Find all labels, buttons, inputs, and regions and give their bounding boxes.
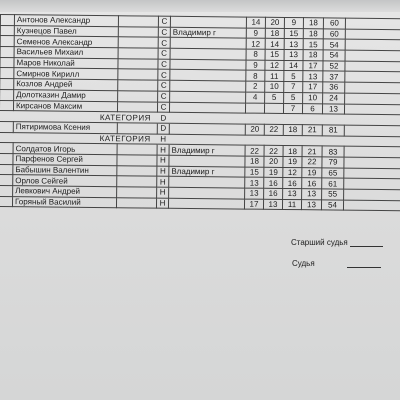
score-4-cell: 19	[302, 167, 322, 178]
score-1-cell: 18	[245, 156, 264, 167]
empty-cell	[344, 104, 400, 115]
score-4-cell: 15	[303, 39, 323, 50]
row-number-cell	[0, 185, 13, 196]
athlete-name-cell: Бабышин Валентин	[13, 164, 117, 176]
score-4-cell: 21	[302, 146, 322, 157]
row-number-cell	[0, 175, 13, 186]
city-cell	[169, 123, 245, 134]
city-cell	[170, 70, 246, 81]
score-3-cell: 7	[283, 103, 302, 114]
city-cell: Владимир г	[169, 145, 245, 156]
score-2-cell: 18	[265, 28, 284, 39]
score-2-cell: 16	[264, 178, 283, 189]
total-cell: 54	[321, 200, 343, 211]
athlete-name-cell: Горяный Василий	[12, 196, 116, 208]
athlete-name-cell: Орлов Сейгей	[13, 175, 117, 187]
score-3-cell: 11	[282, 199, 301, 210]
score-3-cell: 12	[283, 167, 302, 178]
score-4-cell: 22	[302, 157, 322, 168]
city-cell	[170, 80, 246, 91]
empty-cell	[345, 61, 400, 72]
empty-cell	[117, 187, 157, 198]
row-number-cell	[0, 47, 14, 58]
score-4-cell: 6	[302, 103, 322, 114]
score-2-cell: 13	[263, 199, 282, 210]
row-number-cell	[0, 89, 14, 100]
total-cell: 55	[322, 189, 344, 200]
row-number-cell	[0, 196, 13, 207]
athlete-name-cell: Долотказин Дамир	[14, 89, 118, 101]
score-4-cell: 17	[303, 60, 323, 71]
athlete-name-cell: Смирнов Кирилл	[14, 68, 118, 80]
total-cell: 83	[322, 146, 344, 157]
total-cell: 60	[323, 29, 345, 40]
score-2-cell: 20	[265, 17, 284, 28]
empty-cell	[345, 82, 400, 93]
empty-cell	[118, 48, 158, 59]
empty-cell	[117, 123, 157, 134]
total-cell: 65	[322, 168, 344, 179]
empty-cell	[118, 58, 158, 69]
category-cell: C	[158, 27, 170, 38]
row-number-cell	[0, 57, 14, 68]
score-1-cell: 12	[246, 38, 265, 49]
score-1-cell: 13	[245, 188, 264, 199]
total-cell: 24	[323, 93, 345, 104]
category-header-label: КАТЕГОРИЯ	[0, 111, 157, 123]
total-cell: 52	[323, 61, 345, 72]
empty-cell	[344, 178, 400, 189]
score-2-cell: 16	[264, 188, 283, 199]
category-cell: H	[157, 187, 169, 198]
score-2-cell: 19	[264, 167, 283, 178]
score-4-cell: 18	[303, 18, 323, 29]
total-cell: 81	[322, 125, 344, 136]
score-3-cell: 9	[284, 17, 303, 28]
score-3-cell: 18	[283, 124, 302, 135]
score-2-cell: 10	[265, 81, 284, 92]
score-2-cell: 11	[265, 71, 284, 82]
category-cell: C	[158, 16, 170, 27]
score-4-cell: 16	[302, 178, 322, 189]
score-1-cell: 2	[246, 81, 265, 92]
total-cell: 79	[322, 157, 344, 168]
athlete-name-cell: Маров Николай	[14, 57, 118, 69]
category-cell: H	[157, 144, 169, 155]
city-cell	[169, 155, 245, 166]
empty-cell	[344, 157, 400, 168]
score-3-cell: 15	[284, 28, 303, 39]
empty-cell	[118, 80, 158, 91]
score-1-cell: 17	[244, 199, 263, 210]
empty-cell	[345, 50, 400, 61]
empty-cell	[345, 93, 400, 104]
score-3-cell: 18	[283, 146, 302, 157]
judge-signature	[292, 259, 381, 268]
total-cell: 54	[323, 50, 345, 61]
category-cell: H	[157, 155, 169, 166]
athlete-name-cell: Солдатов Игорь	[13, 143, 117, 155]
empty-cell	[345, 39, 400, 50]
total-cell: 13	[322, 103, 344, 114]
score-1-cell	[245, 103, 264, 114]
category-cell: H	[156, 198, 168, 209]
row-number-cell	[0, 15, 14, 26]
score-1-cell: 14	[246, 17, 265, 28]
score-1-cell: 22	[245, 145, 264, 156]
category-cell: H	[157, 176, 169, 187]
judge-label: Судья	[292, 259, 315, 268]
empty-cell	[118, 26, 158, 37]
athlete-name-cell: Антонов Александр	[14, 15, 118, 27]
score-4-cell: 13	[301, 199, 321, 210]
empty-cell	[118, 16, 158, 27]
score-3-cell: 7	[284, 82, 303, 93]
empty-cell	[344, 146, 400, 157]
city-cell	[169, 187, 245, 198]
score-4-cell: 17	[303, 82, 323, 93]
empty-cell	[117, 144, 157, 155]
score-1-cell: 8	[246, 49, 265, 60]
score-4-cell: 10	[303, 92, 323, 103]
category-cell: C	[158, 91, 170, 102]
row-number-cell	[0, 121, 13, 132]
athlete-name-cell: Левкович Андрей	[13, 186, 117, 198]
score-1-cell: 15	[245, 167, 264, 178]
empty-cell	[344, 189, 400, 200]
score-1-cell: 20	[245, 124, 264, 135]
score-3-cell: 13	[284, 39, 303, 50]
category-cell: C	[158, 80, 170, 91]
athlete-name-cell: Кирсанов Максим	[13, 100, 117, 112]
results-table	[0, 14, 400, 212]
athlete-name-cell: Козлов Андрей	[14, 79, 118, 91]
row-number-cell	[0, 164, 13, 175]
empty-cell	[345, 18, 400, 29]
category-cell: C	[158, 59, 170, 70]
empty-cell	[116, 197, 156, 208]
score-1-cell: 8	[246, 71, 265, 82]
category-cell: C	[157, 102, 169, 113]
score-3-cell: 14	[284, 60, 303, 71]
category-header-letter: H	[157, 134, 169, 145]
empty-cell	[344, 168, 400, 179]
score-2-cell: 12	[265, 60, 284, 71]
athlete-name-cell: Кузнецов Павел	[14, 25, 118, 37]
city-cell	[170, 91, 246, 102]
athlete-name-cell: Парфенов Сергей	[13, 154, 117, 166]
senior-judge-line	[350, 238, 383, 247]
score-1-cell: 9	[246, 60, 265, 71]
city-cell	[169, 102, 245, 113]
score-2-cell: 22	[264, 146, 283, 157]
category-cell: C	[158, 70, 170, 81]
score-3-cell: 5	[284, 71, 303, 82]
score-1-cell: 9	[246, 28, 265, 39]
score-3-cell: 5	[284, 92, 303, 103]
total-cell: 54	[323, 39, 345, 50]
row-number-cell	[0, 153, 13, 164]
score-4-cell: 13	[302, 189, 322, 200]
score-4-cell: 18	[303, 50, 323, 61]
total-cell: 36	[323, 82, 345, 93]
total-cell: 61	[322, 178, 344, 189]
score-2-cell: 14	[265, 39, 284, 50]
row-number-cell	[0, 36, 14, 47]
judge-line	[347, 259, 381, 268]
score-2-cell: 20	[264, 156, 283, 167]
city-cell	[170, 48, 246, 59]
total-cell: 60	[323, 18, 345, 29]
empty-cell	[343, 200, 400, 211]
empty-cell	[118, 69, 158, 80]
city-cell	[170, 59, 246, 70]
score-1-cell: 4	[246, 92, 265, 103]
city-cell	[169, 177, 245, 188]
athlete-name-cell: Пятиримова Ксения	[13, 122, 117, 134]
city-cell: Владимир г	[169, 166, 245, 177]
row-number-cell	[0, 25, 14, 36]
empty-cell	[117, 165, 157, 176]
city-cell: Владимир г	[170, 27, 246, 38]
category-cell: D	[157, 123, 169, 134]
empty-cell	[345, 29, 400, 40]
empty-cell	[117, 155, 157, 166]
score-3-cell: 13	[283, 188, 302, 199]
score-4-cell: 18	[303, 28, 323, 39]
empty-cell	[117, 101, 157, 112]
empty-cell	[118, 91, 158, 102]
row-number-cell	[0, 100, 14, 111]
score-4-cell: 13	[303, 71, 323, 82]
empty-cell	[344, 125, 400, 136]
athlete-name-cell: Васильев Михаил	[14, 47, 118, 59]
category-cell: C	[158, 38, 170, 49]
senior-judge-label: Старший судья	[291, 238, 348, 247]
category-header-label: КАТЕГОРИЯ	[0, 132, 157, 144]
score-2-cell	[264, 103, 283, 114]
total-cell: 37	[323, 71, 345, 82]
category-cell: C	[158, 48, 170, 59]
score-2-cell: 5	[265, 92, 284, 103]
athlete-name-cell: Семенов Александр	[14, 36, 118, 48]
city-cell	[170, 16, 246, 27]
score-3-cell: 16	[283, 178, 302, 189]
score-2-cell: 22	[264, 124, 283, 135]
empty-cell	[117, 176, 157, 187]
category-cell: H	[157, 166, 169, 177]
senior-judge-signature	[291, 238, 383, 247]
city-cell	[168, 198, 244, 209]
score-3-cell: 13	[284, 50, 303, 61]
empty-cell	[118, 37, 158, 48]
row-number-cell	[0, 143, 13, 154]
row-number-cell	[0, 68, 14, 79]
row-number-cell	[0, 79, 14, 90]
results-body	[0, 15, 400, 212]
score-1-cell: 13	[245, 177, 264, 188]
score-3-cell: 19	[283, 156, 302, 167]
page-top-shadow	[0, 0, 400, 12]
score-2-cell: 15	[265, 49, 284, 60]
category-header-letter: D	[157, 112, 169, 123]
city-cell	[170, 38, 246, 49]
score-4-cell: 21	[302, 125, 322, 136]
empty-cell	[345, 72, 400, 83]
